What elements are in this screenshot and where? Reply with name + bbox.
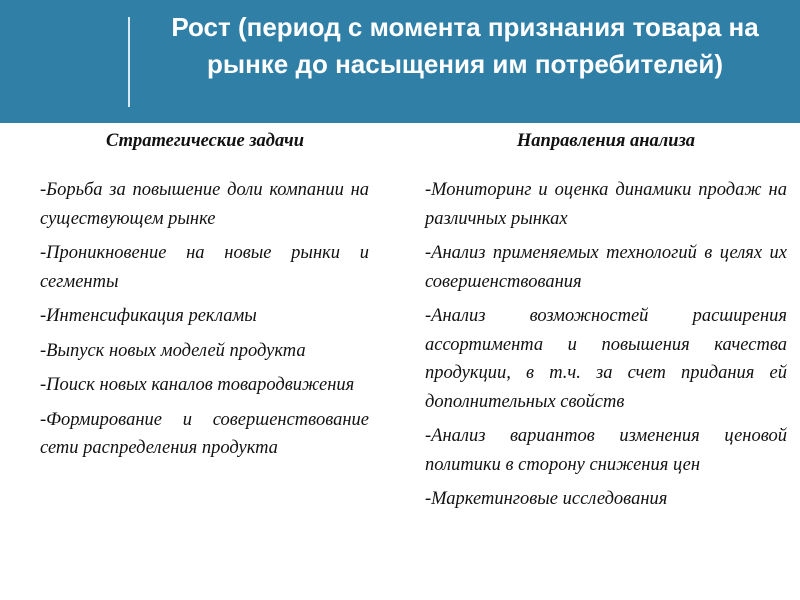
left-column-heading: Стратегические задачи <box>105 131 304 151</box>
list-item: -Анализ применяемых технологий в целях их совершенствования <box>425 243 787 292</box>
strategic-tasks-list <box>40 176 369 469</box>
list-item: -Выпуск новых моделей продукта <box>40 340 306 361</box>
list-item: -Анализ вариантов изменения ценовой политики в сторону снижения цен <box>425 426 787 475</box>
title-banner <box>0 0 800 123</box>
list-item: -Мониторинг и оценка динамики продаж на различных рынках <box>425 180 787 229</box>
list-item: -Формирование и совершенствование сети распределения продукта <box>40 409 369 458</box>
list-item: -Поиск новых каналов товародвижения <box>40 375 355 395</box>
analysis-directions-list <box>425 176 787 520</box>
list-item: -Маркетинговые исследования <box>425 489 668 509</box>
list-item: -Проникновение на новые рынки и сегменты <box>40 243 369 292</box>
slide-title: Рост (период с момента признания товара на рынке до насыщения им потребителей) <box>171 12 759 79</box>
list-item: -Анализ возможностей расширения ассортимента и повышения качества продукции, в т.ч. за счет придания ей дополнительных свойств <box>425 306 787 412</box>
banner-divider <box>128 17 130 107</box>
list-item: -Интенсификация рекламы <box>40 306 257 326</box>
list-item: -Борьба за повышение доли компании на существующем рынке <box>40 180 369 229</box>
right-column-heading: Направления анализа <box>516 131 696 151</box>
